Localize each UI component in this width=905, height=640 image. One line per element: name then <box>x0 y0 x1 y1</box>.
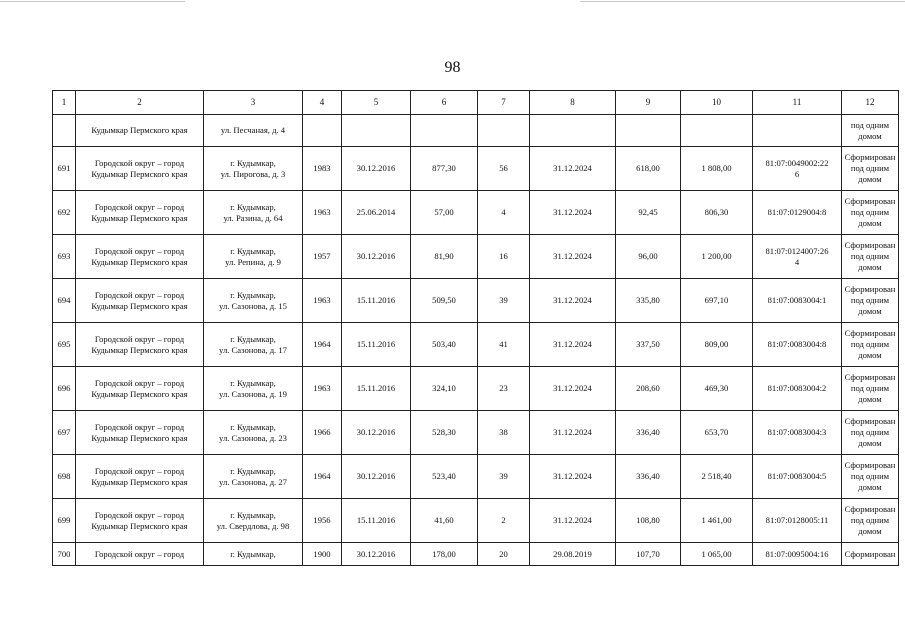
deadline-cell: 31.12.2024 <box>530 147 616 191</box>
municipality-cell: Городской округ – город Кудымкар Пермского края <box>76 323 204 367</box>
value-cell: 1 200,00 <box>681 235 753 279</box>
area2-cell: 108,80 <box>616 499 681 543</box>
residents-cell <box>478 115 530 147</box>
residents-cell: 56 <box>478 147 530 191</box>
year-cell: 1964 <box>303 323 342 367</box>
column-header: 4 <box>303 91 342 115</box>
municipality-cell: Городской округ – город Кудымкар Пермского края <box>76 191 204 235</box>
continuation-row <box>53 115 899 147</box>
year-cell: 1966 <box>303 411 342 455</box>
address-cell: г. Кудымкар, ул. Сазонова, д. 19 <box>204 367 303 411</box>
row-number-cell: 695 <box>53 323 76 367</box>
cadastre-cell: 81:07:0083004:3 <box>753 411 842 455</box>
column-header: 2 <box>76 91 204 115</box>
area-cell: 509,50 <box>411 279 478 323</box>
area2-cell: 107,70 <box>616 543 681 566</box>
status-cell: Сформирован под одним домом <box>842 499 899 543</box>
area2-cell <box>616 115 681 147</box>
area2-cell: 336,40 <box>616 455 681 499</box>
residents-cell: 39 <box>478 279 530 323</box>
cadastre-cell: 81:07:0128005:11 <box>753 499 842 543</box>
residents-cell: 39 <box>478 455 530 499</box>
municipality-cell: Городской округ – город <box>76 543 204 566</box>
area-cell: 877,30 <box>411 147 478 191</box>
address-cell: г. Кудымкар, ул. Сазонова, д. 27 <box>204 455 303 499</box>
table-body <box>53 147 899 566</box>
cadastre-cell: 81:07:0095004:16 <box>753 543 842 566</box>
column-header: 6 <box>411 91 478 115</box>
top-scan-line-right <box>580 1 905 2</box>
residents-cell: 2 <box>478 499 530 543</box>
column-number-header-row <box>53 91 899 115</box>
address-cell: г. Кудымкар, ул. Пирогова, д. 3 <box>204 147 303 191</box>
status-cell: Сформирован <box>842 543 899 566</box>
address-cell: г. Кудымкар, ул. Сазонова, д. 17 <box>204 323 303 367</box>
top-scan-line <box>0 1 185 2</box>
municipality-cell: Городской округ – город Кудымкар Пермского края <box>76 367 204 411</box>
table-row <box>53 147 899 191</box>
row-number-cell: 700 <box>53 543 76 566</box>
date-cell: 15.11.2016 <box>342 279 411 323</box>
status-cell: Сформирован под одним домом <box>842 455 899 499</box>
municipality-cell: Городской округ – город Кудымкар Пермского края <box>76 235 204 279</box>
value-cell: 2 518,40 <box>681 455 753 499</box>
year-cell <box>303 115 342 147</box>
column-header: 8 <box>530 91 616 115</box>
deadline-cell: 31.12.2024 <box>530 279 616 323</box>
column-header: 5 <box>342 91 411 115</box>
column-header: 3 <box>204 91 303 115</box>
address-cell: г. Кудымкар, ул. Разина, д. 64 <box>204 191 303 235</box>
residents-cell: 4 <box>478 191 530 235</box>
municipality-cell: Городской округ – город Кудымкар Пермского края <box>76 499 204 543</box>
column-header: 9 <box>616 91 681 115</box>
cadastre-cell: 81:07:0083004:5 <box>753 455 842 499</box>
housing-registry-table <box>52 90 899 566</box>
column-header: 11 <box>753 91 842 115</box>
value-cell: 809,00 <box>681 323 753 367</box>
deadline-cell <box>530 115 616 147</box>
area2-cell: 208,60 <box>616 367 681 411</box>
area2-cell: 618,00 <box>616 147 681 191</box>
area-cell: 324,10 <box>411 367 478 411</box>
address-cell: г. Кудымкар, <box>204 543 303 566</box>
cadastre-cell: 81:07:0049002:22 6 <box>753 147 842 191</box>
year-cell: 1963 <box>303 279 342 323</box>
value-cell: 1 065,00 <box>681 543 753 566</box>
area-cell <box>411 115 478 147</box>
status-cell: Сформирован под одним домом <box>842 235 899 279</box>
value-cell <box>681 115 753 147</box>
deadline-cell: 31.12.2024 <box>530 455 616 499</box>
area-cell: 178,00 <box>411 543 478 566</box>
column-header: 10 <box>681 91 753 115</box>
row-number-cell: 698 <box>53 455 76 499</box>
cadastre-cell <box>753 115 842 147</box>
status-cell: Сформирован под одним домом <box>842 323 899 367</box>
municipality-cell: Городской округ – город Кудымкар Пермского края <box>76 279 204 323</box>
value-cell: 1 808,00 <box>681 147 753 191</box>
year-cell: 1964 <box>303 455 342 499</box>
row-number-cell: 699 <box>53 499 76 543</box>
value-cell: 469,30 <box>681 367 753 411</box>
municipality-cell: Городской округ – город Кудымкар Пермского края <box>76 147 204 191</box>
area-cell: 523,40 <box>411 455 478 499</box>
residents-cell: 20 <box>478 543 530 566</box>
area-cell: 81,90 <box>411 235 478 279</box>
residents-cell: 16 <box>478 235 530 279</box>
table-row <box>53 367 899 411</box>
date-cell: 15.11.2016 <box>342 499 411 543</box>
year-cell: 1957 <box>303 235 342 279</box>
value-cell: 697,10 <box>681 279 753 323</box>
residents-cell: 38 <box>478 411 530 455</box>
row-number-cell: 691 <box>53 147 76 191</box>
date-cell: 15.11.2016 <box>342 323 411 367</box>
row-number-cell: 694 <box>53 279 76 323</box>
table-row <box>53 411 899 455</box>
page-number: 98 <box>444 59 461 76</box>
area2-cell: 92,45 <box>616 191 681 235</box>
municipality-cell: Кудымкар Пермского края <box>76 115 204 147</box>
deadline-cell: 31.12.2024 <box>530 411 616 455</box>
year-cell: 1963 <box>303 367 342 411</box>
table-row <box>53 191 899 235</box>
status-cell: Сформирован под одним домом <box>842 279 899 323</box>
table-row <box>53 543 899 566</box>
status-cell: Сформирован под одним домом <box>842 367 899 411</box>
cadastre-cell: 81:07:0083004:2 <box>753 367 842 411</box>
address-cell: г. Кудымкар, ул. Репина, д. 9 <box>204 235 303 279</box>
date-cell: 30.12.2016 <box>342 235 411 279</box>
area-cell: 528,30 <box>411 411 478 455</box>
area-cell: 57,00 <box>411 191 478 235</box>
area2-cell: 96,00 <box>616 235 681 279</box>
column-header: 12 <box>842 91 899 115</box>
cadastre-cell: 81:07:0083004:8 <box>753 323 842 367</box>
status-cell: под одним домом <box>842 115 899 147</box>
row-number-cell: 696 <box>53 367 76 411</box>
value-cell: 806,30 <box>681 191 753 235</box>
date-cell <box>342 115 411 147</box>
row-number-cell: 697 <box>53 411 76 455</box>
address-cell: г. Кудымкар, ул. Свердлова, д. 98 <box>204 499 303 543</box>
table-row <box>53 323 899 367</box>
area2-cell: 336,40 <box>616 411 681 455</box>
area-cell: 41,60 <box>411 499 478 543</box>
year-cell: 1956 <box>303 499 342 543</box>
deadline-cell: 29.08.2019 <box>530 543 616 566</box>
value-cell: 1 461,00 <box>681 499 753 543</box>
address-cell: г. Кудымкар, ул. Сазонова, д. 23 <box>204 411 303 455</box>
row-number-cell: 693 <box>53 235 76 279</box>
date-cell: 30.12.2016 <box>342 411 411 455</box>
year-cell: 1963 <box>303 191 342 235</box>
year-cell: 1983 <box>303 147 342 191</box>
column-header: 1 <box>53 91 76 115</box>
date-cell: 30.12.2016 <box>342 147 411 191</box>
row-number-cell <box>53 115 76 147</box>
year-cell: 1900 <box>303 543 342 566</box>
municipality-cell: Городской округ – город Кудымкар Пермского края <box>76 455 204 499</box>
area2-cell: 335,80 <box>616 279 681 323</box>
table-row <box>53 235 899 279</box>
area2-cell: 337,50 <box>616 323 681 367</box>
cadastre-cell: 81:07:0129004:8 <box>753 191 842 235</box>
date-cell: 30.12.2016 <box>342 543 411 566</box>
residents-cell: 41 <box>478 323 530 367</box>
status-cell: Сформирован под одним домом <box>842 147 899 191</box>
deadline-cell: 31.12.2024 <box>530 235 616 279</box>
deadline-cell: 31.12.2024 <box>530 323 616 367</box>
column-header: 7 <box>478 91 530 115</box>
deadline-cell: 31.12.2024 <box>530 499 616 543</box>
residents-cell: 23 <box>478 367 530 411</box>
date-cell: 25.06.2014 <box>342 191 411 235</box>
date-cell: 30.12.2016 <box>342 455 411 499</box>
cadastre-cell: 81:07:0083004:1 <box>753 279 842 323</box>
deadline-cell: 31.12.2024 <box>530 367 616 411</box>
status-cell: Сформирован под одним домом <box>842 191 899 235</box>
table-row <box>53 499 899 543</box>
value-cell: 653,70 <box>681 411 753 455</box>
municipality-cell: Городской округ – город Кудымкар Пермского края <box>76 411 204 455</box>
date-cell: 15.11.2016 <box>342 367 411 411</box>
deadline-cell: 31.12.2024 <box>530 191 616 235</box>
table-row <box>53 279 899 323</box>
address-cell: ул. Песчаная, д. 4 <box>204 115 303 147</box>
area-cell: 503,40 <box>411 323 478 367</box>
table-row <box>53 455 899 499</box>
cadastre-cell: 81:07:0124007:26 4 <box>753 235 842 279</box>
row-number-cell: 692 <box>53 191 76 235</box>
status-cell: Сформирован под одним домом <box>842 411 899 455</box>
address-cell: г. Кудымкар, ул. Сазонова, д. 15 <box>204 279 303 323</box>
